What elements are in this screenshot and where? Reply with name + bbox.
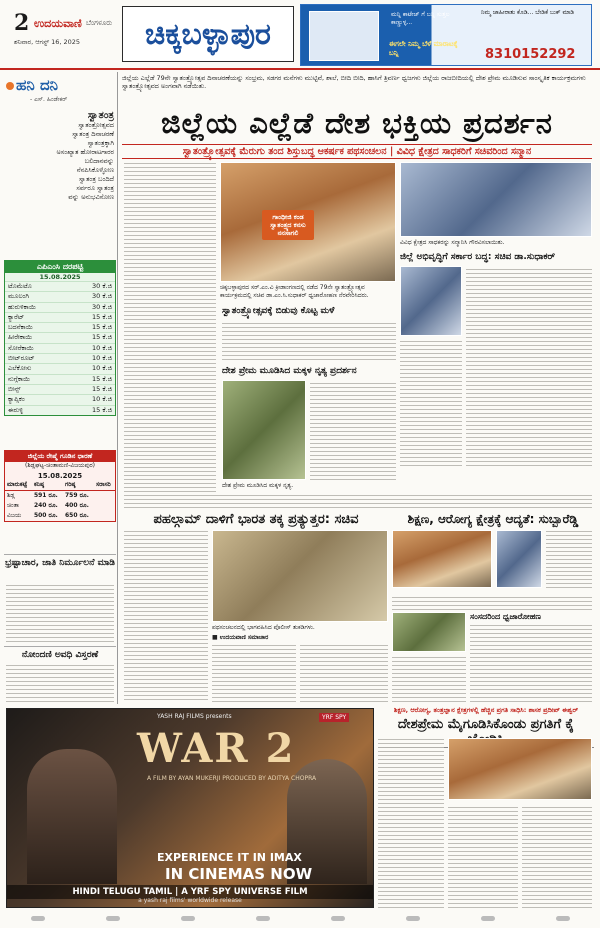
- ad-footer: a yash raj films' worldwide release: [138, 897, 242, 904]
- poem-line: ಸ್ವಾತಂತ್ರ ದಿನಾಚರಣೆ: [72, 130, 114, 138]
- parade-photo: [212, 530, 388, 622]
- dateline: ಶನಿವಾರ, ಆಗಸ್ಟ್ 16, 2025: [14, 38, 81, 46]
- main-headline: ಜಿಲ್ಲೆಯ ಎಲ್ಲೆಡೆ ದೇಶ ಭಕ್ತಿಯ ಪ್ರದರ್ಶನ: [161, 106, 553, 140]
- bottom-headline: ದೇಶಪ್ರೇಮ ಮೈಗೂಡಿಸಿಕೊಂಡು ಪ್ರಗತಿಗೆ ಕೈ: [378, 717, 594, 748]
- ad-text-1: ಮನ್ನಿ ಕಾಟೇಜ್ ಗೆ ಬನ್ನಿ ಸುತ್ತಲ ಕಾಣ್ಣುಳ್ಳ...: [391, 11, 450, 26]
- apmc-title: ಎಪಿಎಂಸಿ ದರಪಟ್ಟಿ: [5, 261, 115, 273]
- apmc-item-name: ಮೂಲಂಗಿ: [5, 292, 67, 302]
- education-photo: [392, 530, 492, 588]
- apmc-item-name: ಕ್ಯಾರೆಟ್: [5, 312, 67, 322]
- section-rain-body: [222, 320, 396, 360]
- left-column: [0, 72, 118, 704]
- market-header-cell: ಮಾರುಕಟ್ಟೆ: [5, 480, 32, 491]
- pahalgam-body-1: [124, 530, 208, 700]
- apmc-item-name: ಟೊಮೆಟೊ: [5, 282, 67, 292]
- bottom-body-3: [522, 804, 592, 908]
- paper-name: ಉದಯವಾಣಿ: [34, 17, 82, 30]
- education-body-top: [392, 594, 592, 610]
- section-pahalgam: ಪಹಲ್ಗಾಮ್ ದಾಳಿಗೆ ಭಾರತ ತಕ್ಕ ಪ್ರತ್ಯುತ್ತರ: ಸಚಿವ: [153, 512, 359, 527]
- apmc-item-name: ಕ್ಯಾಪ್ಸಿಕಂ: [5, 395, 67, 405]
- section-development-body: [466, 266, 592, 466]
- story-column-1: [124, 162, 216, 492]
- apmc-rate-box: [4, 260, 116, 416]
- poem-line: ವನ್ನು ಅನುಭವಿಸೋಣ: [68, 193, 114, 201]
- apmc-row: [5, 384, 115, 394]
- apmc-row: [5, 395, 115, 405]
- poem-line: ಸ್ವಾತಂತ್ರೋತ್ಸವದ: [78, 121, 114, 129]
- bottom-body-2: [448, 804, 518, 908]
- apmc-table: [5, 281, 115, 415]
- market-subtitle: (ಶಿಡ್ಲಘಟ್ಟ-ಚಿಂತಾಮಣಿ-ವಿಜಯಪುರ): [24, 462, 96, 469]
- apmc-row: [5, 323, 115, 333]
- bottom-body-1: [378, 738, 444, 908]
- masthead: [0, 0, 600, 70]
- left-story2-body: [6, 662, 114, 702]
- poem-line: ಅಸಂಖ್ಯಾತ ಹೋರಾಟಗಾರರ: [56, 148, 114, 156]
- market-header-row: [5, 480, 115, 491]
- market-header-cell: ಕನಿಷ್ಠ: [32, 480, 63, 491]
- languages-strip: HINDI TELUGU TAMIL | A YRF SPY UNIVERSE FILM: [7, 885, 373, 899]
- section-education: ಶಿಕ್ಷಣ, ಆರೋಗ್ಯ ಕ್ಷೇತ್ರಕ್ಕೆ ಆದ್ಯತೆ: ಸುಬ್ಬಾರೆಡ್ಡಿ: [407, 512, 579, 526]
- story-continuation: [124, 494, 592, 508]
- left-story-body: [6, 582, 114, 642]
- apmc-item-name: ಬೀಟ್‌ರೂಟ್: [5, 354, 67, 364]
- actor-figure-left: [27, 749, 117, 884]
- section-development-body-2: [400, 340, 462, 466]
- war2-advertisement: [6, 708, 374, 908]
- education-body-bottom: [392, 656, 466, 702]
- apmc-row: [5, 333, 115, 343]
- poem-line: ಸ್ವಾತಂತ್ರಕ್ಕಾಗಿ: [87, 139, 114, 147]
- section-dance-body: [310, 380, 396, 480]
- apmc-item-price: 10 ಕೆ.ಜಿ: [67, 354, 115, 364]
- section-mp-body: [470, 624, 592, 702]
- paper-location: ಬೆಂಗಳೂರು: [86, 19, 113, 27]
- movie-credits: A FILM BY AYAN MUKERJI PRODUCED BY ADITYA CHOPRA: [147, 775, 317, 782]
- poem: [4, 110, 114, 202]
- market-cell: ಶಿಡ್ಲ: [7, 492, 15, 499]
- pahalgam-body-2: [212, 644, 296, 702]
- section-rain: ಸ್ವಾತಂತ್ರ್ಯೋತ್ಸವಕ್ಕೆ ಬಿಡುವು ಕೊಟ್ಟ ಮಳೆ: [222, 306, 335, 316]
- apmc-item-name: ನುಗ್ಗೆಕಾಯಿ: [5, 374, 67, 384]
- mp-photo: [392, 612, 466, 652]
- mla-photo: [496, 530, 542, 588]
- movie-title: WAR 2: [137, 725, 296, 772]
- market-cell: [94, 511, 115, 521]
- market-cell: 500 ರೂ.: [33, 512, 58, 519]
- ad-image: [309, 11, 379, 61]
- section-mp: ಸಂಸದರಿಂದ ಧ್ವಜಾರೋಹಣ: [470, 612, 541, 621]
- district-title: ಚಿಕ್ಕಬಳ್ಳಾಪುರ: [122, 6, 294, 62]
- pahalgam-body-3: [300, 644, 388, 702]
- market-date: 15.08.2025: [37, 472, 83, 480]
- apmc-item-name: ಸೋರೆಕಾಯಿ: [5, 343, 67, 353]
- ad-badge: YRF SPY: [319, 713, 349, 722]
- honour-caption: ವಿವಿಧ ಕ್ಷೇತ್ರದ ಸಾಧಕರನ್ನು ಸನ್ಮಾನಿಸಿ ಗೌರವಿಸಲಾಯಿತು.: [400, 239, 505, 246]
- market-cell: 400 ರೂ.: [64, 502, 89, 509]
- dance-photo: [222, 380, 306, 480]
- apmc-row: [5, 343, 115, 353]
- market-title: ಜಿಲ್ಲೆಯ ರೇಷ್ಮೆ ಗೂಡಿನ ಧಾರಣೆ: [5, 451, 115, 462]
- dance-caption: ದೇಶ ಪ್ರೇಮ ಮೂಡಿಸಿದ ಮಕ್ಕಳ ನೃತ್ಯ.: [222, 482, 294, 489]
- minister-photo: [400, 266, 462, 336]
- apmc-item-price: 10 ಕೆ.ಜಿ: [67, 395, 115, 405]
- parade-caption: ಪಥಸಂಚಲನದಲ್ಲಿ ಭಾಗವಹಿಸಿದ ಪೊಲೀಸ್ ತುಕಡಿಗಳು.: [212, 624, 315, 631]
- apmc-item-price: 30 ಕೆ.ಜಿ: [67, 302, 115, 312]
- apmc-row: [5, 302, 115, 312]
- apmc-date: 15.08.2025: [39, 273, 81, 281]
- main-subhead: ಸ್ವಾತಂತ್ರ್ಯೋತ್ಸವಕ್ಕೆ ಮೆರುಗು ತಂದ ಶಿಸ್ತುಬದ್ಧ ಆಕರ್ಷಕ ಪಥಸಂಚಲನ | ವಿವಿಧ ಕ್ಷೇತ್ರದ ಸಾಧಕರಿಗೆ ಸಚಿವರಿಂದ ಸನ್ಮಾನ: [122, 144, 592, 159]
- imax-text: EXPERIENCE IT IN IMAX: [157, 851, 302, 864]
- silk-market-box: [4, 450, 116, 522]
- poem-line: ಸರ್ವರೂ ಸ್ವಾತಂತ್ರ: [76, 184, 114, 192]
- apmc-item-price: 10 ಕೆ.ಜಿ: [67, 343, 115, 353]
- ad-banner: YASH RAJ FILMS presents: [157, 713, 232, 720]
- market-table: [5, 480, 115, 521]
- ceremony-caption: ಚಿಕ್ಕಬಳ್ಳಾಪುರದ ಸರ್.ಎಂ.ವಿ ಕ್ರೀಡಾಂಗಣದಲ್ಲಿ ನಡೆದ 79ನೇ ಸ್ವಾತಂತ್ರ್ಯೋತ್ಸವ ಕಾರ್ಯಕ್ರಮದಲ್ಲಿ ಸಚಿವ ಡಾ.ಎಂ.ಸಿ.ಸುಧಾಕರ್ ಧ್ವಜಾರೋಹಣ ನೆರವೇರಿಸಿದರು.: [220, 284, 369, 299]
- market-row: [5, 511, 115, 521]
- apmc-item-name: ಈರುಳ್ಳಿ: [5, 405, 67, 415]
- poem-line: ಬಲಿದಾನವನ್ನು: [84, 157, 114, 165]
- apmc-item-price: 30 ಕೆ.ಜಿ: [67, 282, 115, 292]
- apmc-item-name: ಹುರುಳಿಕಾಯಿ: [5, 302, 67, 312]
- apmc-item-price: 30 ಕೆ.ಜಿ: [67, 292, 115, 302]
- apmc-row: [5, 282, 115, 292]
- apmc-item-price: 15 ಕೆ.ಜಿ: [67, 405, 115, 415]
- market-cell: 759 ರೂ.: [64, 492, 89, 499]
- apmc-item-name: ಎಲೆಕೋಸು: [5, 364, 67, 374]
- apmc-row: [5, 312, 115, 322]
- apmc-row: [5, 405, 115, 415]
- market-header-cell: ಸರಾಸರಿ: [94, 480, 115, 491]
- byline: ■ ಉದಯವಾಣಿ ಸಮಾಚಾರ: [212, 634, 269, 641]
- ad-text-2: ಈಗಲೇ ನಿಮ್ಮ ಬೆಳೆ ಮಾರಾಟಕ್ಕೆ ಬನ್ನಿ: [389, 40, 458, 57]
- bottom-photo: [448, 738, 592, 800]
- apmc-item-price: 15 ಕೆ.ಜಿ: [67, 312, 115, 322]
- honour-photo: [400, 162, 592, 237]
- top-advertisement: [300, 4, 592, 66]
- market-cell: 591 ರೂ.: [33, 492, 58, 499]
- market-cell: 240 ರೂ.: [33, 502, 58, 509]
- poem-title: ಸ್ವಾತಂತ್ರ: [87, 110, 114, 121]
- market-cell: 650 ರೂ.: [64, 512, 89, 519]
- market-cell: [94, 501, 115, 511]
- poem-line: ನೆನಪಿಸಿಕೊಳ್ಳೋಣ: [76, 166, 114, 174]
- print-registration-marks: [0, 912, 600, 924]
- apmc-item-price: 10 ಕೆ.ಜಿ: [67, 364, 115, 374]
- apmc-item-price: 15 ಕೆ.ಜಿ: [67, 384, 115, 394]
- section-development: ಜಿಲ್ಲೆ ಅಭಿವೃದ್ಧಿಗೆ ಸರ್ಕಾರ ಬದ್ಧ: ಸಚಿವ ಡಾ.ಸುಧಾಕರ್: [400, 252, 556, 262]
- page-number: 2: [14, 10, 30, 36]
- market-row: [5, 501, 115, 511]
- left-story2-headline: ನೋಂದಣಿ ಅವಧಿ ವಿಸ್ತರಣೆ: [4, 646, 116, 661]
- apmc-row: [5, 364, 115, 374]
- market-cell: ಚಿಂತಾ: [7, 502, 19, 509]
- lede-paragraph: ಜಿಲ್ಲೆಯ ಎಲ್ಲೆಡೆ 79ನೇ ಸ್ವಾತಂತ್ರ್ಯೋತ್ಸವ ದಿನಾಚರಣೆಯನ್ನು ಸಂಭ್ರಮ, ಸಡಗರ ಮನೆಗಳು ಮುಟ್ಟಿವೆ, ಶಾಲೆ, ಬೀದಿ ಬೀದಿ, ಹಾಸಿಗೆ ತ್ರಿವರ್ಣ ಧ್ವಜಗಳು ಜಿಲ್ಲೆಯ ರಾಜಬೀದಿಯಲ್ಲಿ ದೇಶ ಪ್ರೇಮ ಮೂಡಿಸುವ ಸಾಂಸ್ಕೃತಿಕ ಕಾರ್ಯಕ್ರಮಗಳು ಸ್ವಾತಂತ್ರ್ಯೋತ್ಸವದ ಅಂಗವಾಗಿ ನಡೆಯಿತು.: [122, 74, 586, 90]
- ad-phone: 8310152292: [485, 47, 576, 62]
- market-row: [5, 491, 115, 502]
- apmc-item-name: ಬೀನ್ಸ್: [5, 384, 67, 394]
- apmc-item-name: ಹೀರೇಕಾಯಿ: [5, 333, 67, 343]
- apmc-row: [5, 292, 115, 302]
- market-header-cell: ಗರಿಷ್ಠ: [63, 480, 94, 491]
- apmc-item-price: 15 ಕೆ.ಜಿ: [67, 374, 115, 384]
- cinemas-text: IN CINEMAS NOW: [165, 865, 313, 883]
- apmc-row: [5, 354, 115, 364]
- quote-badge: ಗಾಂಧೀಜಿ ಕಂಡ ಸ್ವಾತಂತ್ರ್ಯದ ಕನಸು ನನಸಾಗಲಿ: [262, 210, 314, 240]
- apmc-item-price: 15 ಕೆ.ಜಿ: [67, 333, 115, 343]
- left-story-headline: ಭ್ರಷ್ಟಾಚಾರ, ಜಾತಿ ನಿರ್ಮೂಲನೆ ಮಾಡಿ: [4, 554, 116, 569]
- column-title: ಹನಿ ದನಿ: [6, 76, 58, 94]
- drop-icon: [6, 82, 14, 90]
- apmc-item-name: ಬದನೆಕಾಯಿ: [5, 323, 67, 333]
- section-dance: ದೇಶ ಪ್ರೇಮ ಮೂಡಿಸಿದ ಮಕ್ಕಳ ನೃತ್ಯ ಪ್ರದರ್ಶನ: [222, 366, 357, 376]
- mla-caption-block: [546, 530, 592, 588]
- apmc-row: [5, 374, 115, 384]
- apmc-item-price: 15 ಕೆ.ಜಿ: [67, 323, 115, 333]
- market-cell: [94, 491, 115, 502]
- ad-text-3: ನಿಮ್ಮ ಜಾಹೀರಾತು ಕೊಡಿ... ಬೇಡಿಕೆ ಬುಕ್ ಮಾಡಿ: [481, 9, 575, 16]
- column-author: - ಎಸ್. ಹಿಂಡೇಕರ್: [30, 96, 68, 103]
- bottom-kicker: ಶಿಕ್ಷಣ, ಆರೋಗ್ಯ, ತಂತ್ರಜ್ಞಾನ ಕ್ಷೇತ್ರಗಳಲ್ಲಿ ಹೆಚ್ಚಿನ ಪ್ರಗತಿ ಸಾಧಿಸಿ: ಶಾಸಕ ಪ್ರದೀಪ್ ಈಶ್ವರ್: [393, 706, 579, 714]
- market-cell: ವಿಜಯ: [7, 512, 22, 519]
- poem-line: ಸ್ವಾತಂತ್ರ ಬಂದಿದೆ: [79, 175, 114, 183]
